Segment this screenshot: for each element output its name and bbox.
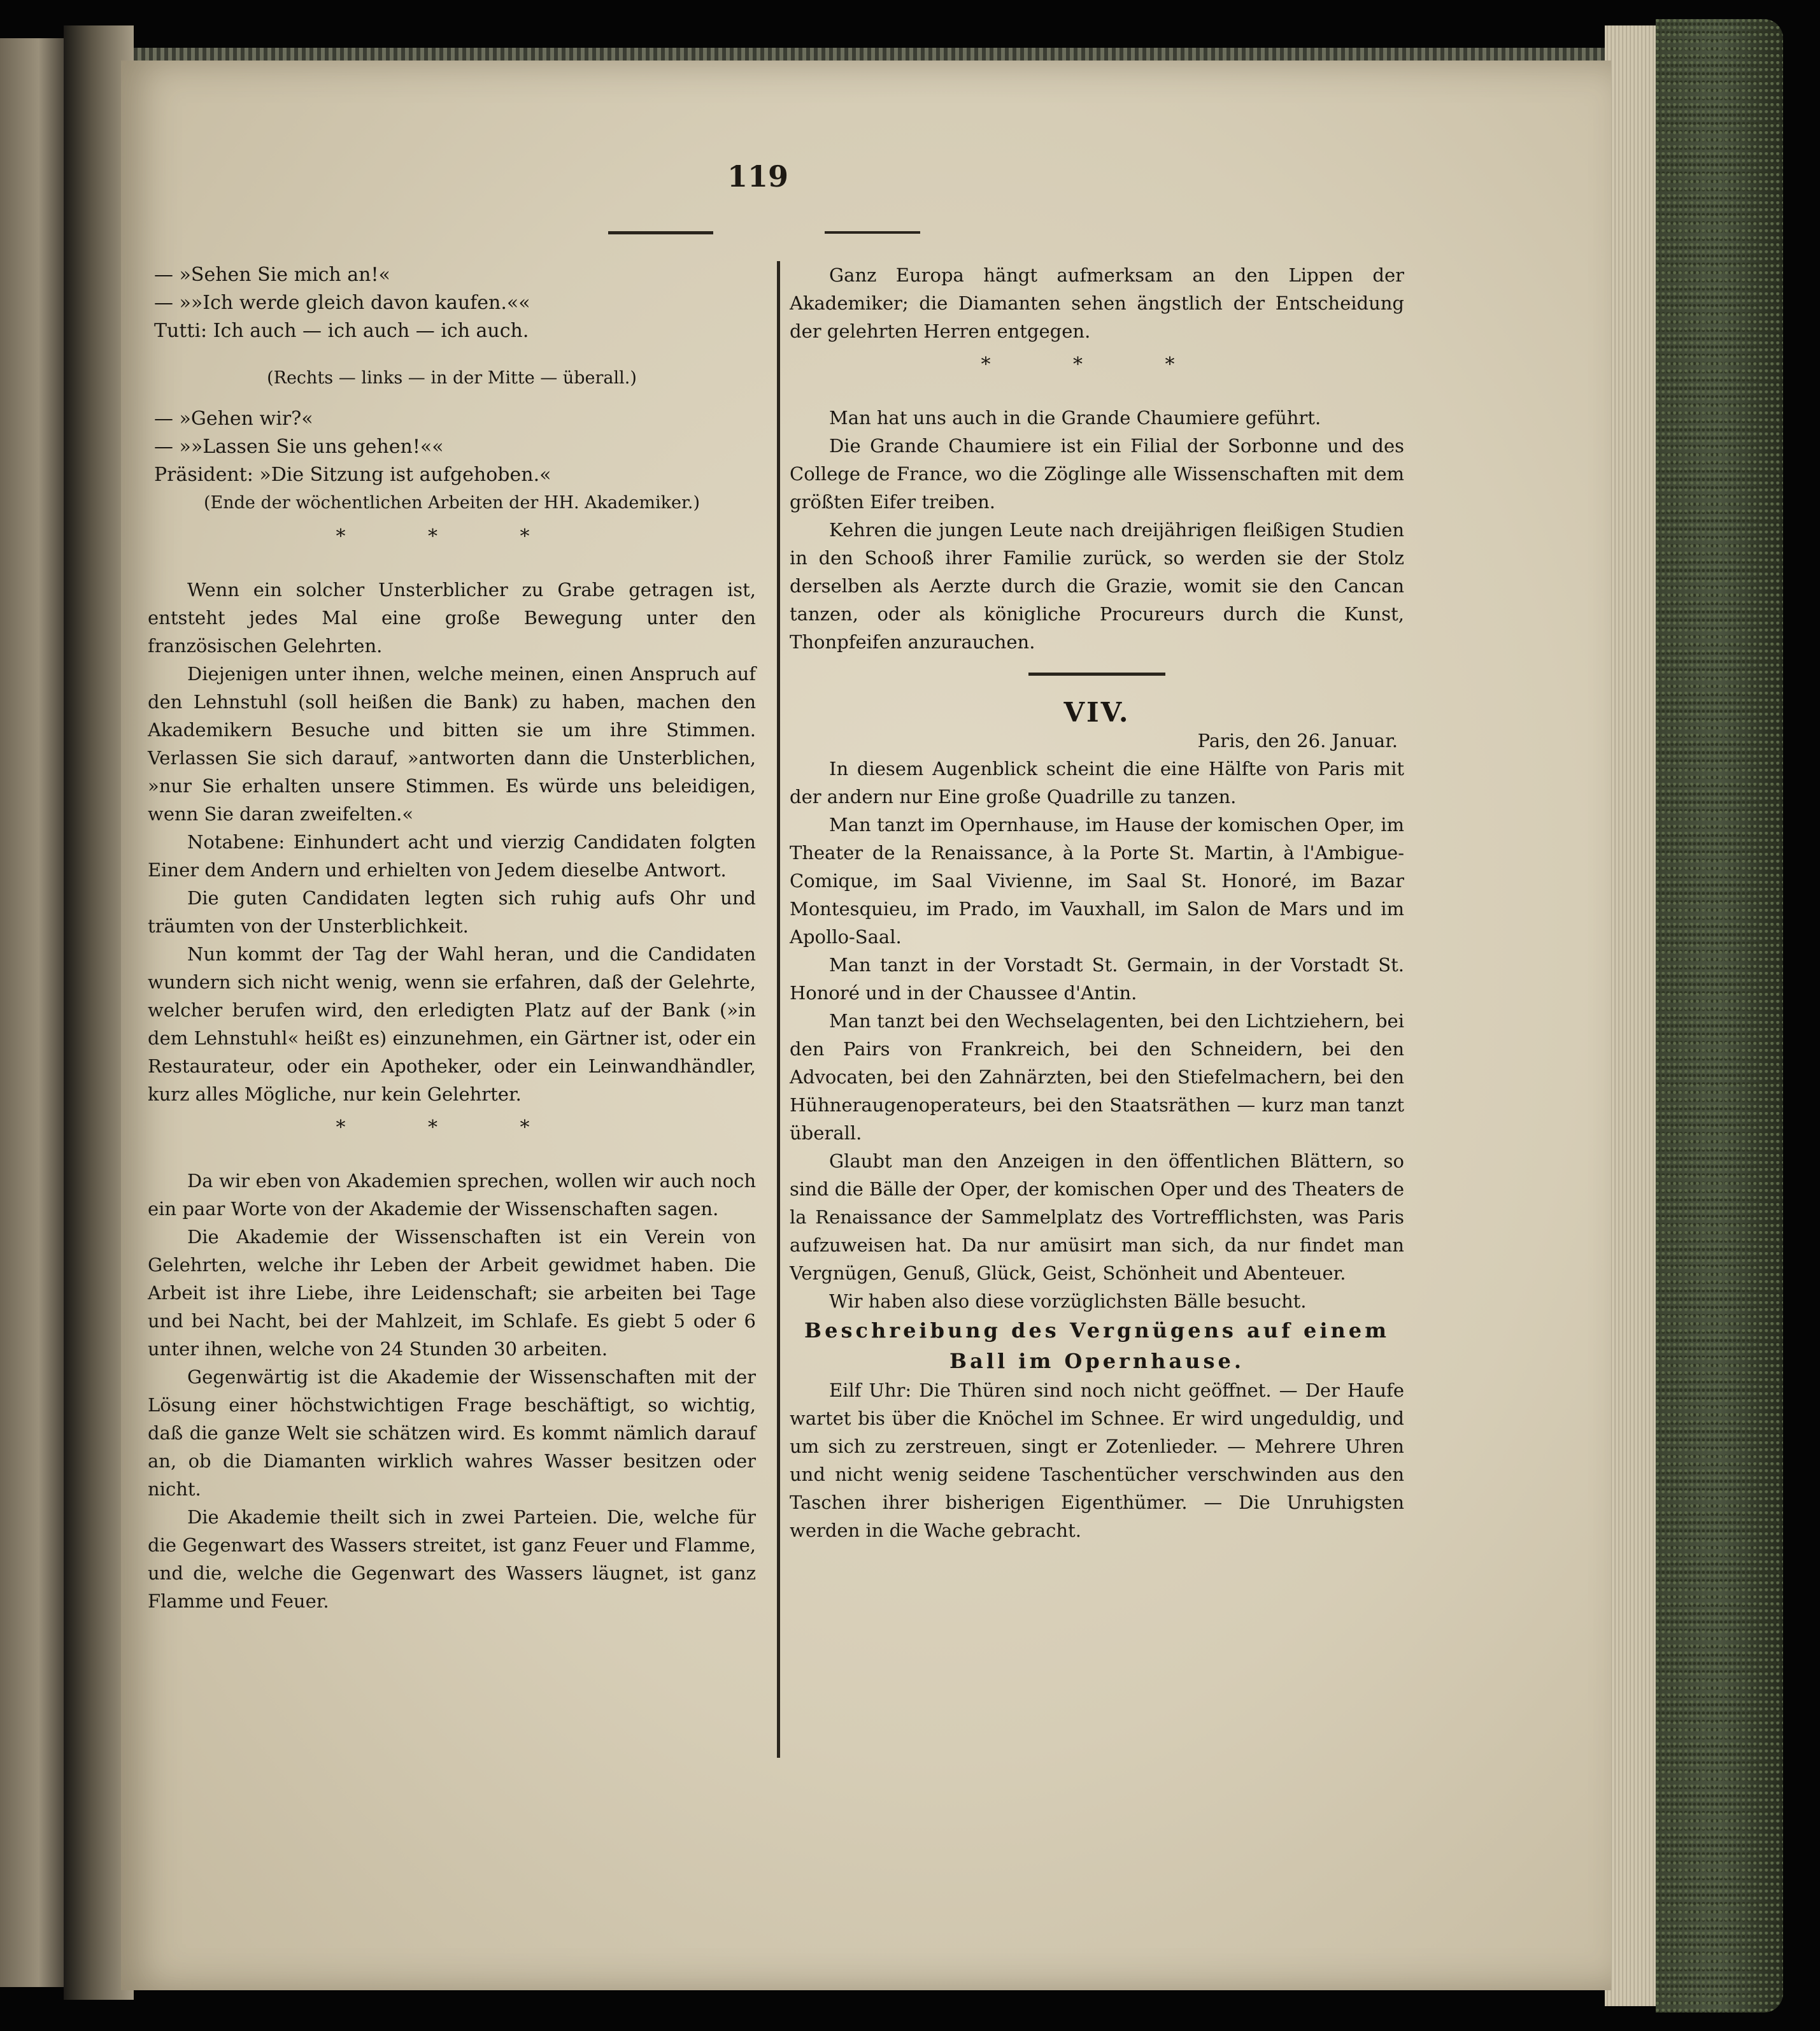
paragraph: Eilf Uhr: Die Thüren sind noch nicht geöffnet. — Der Haufe wartet bis über die Knöchel im Schnee. Er wird ungeduldig, und um sich zu zerstreuen, singt er Zotenlieder. — Mehrere Uhren und nicht wenig seidene Taschentücher verschwinden aus den Taschen ihrer bisherigen Eigenthümer. — Die Unruhigsten werden in die Wache gebracht. — [790, 1379, 1404, 1541]
paragraph: Man tanzt bei den Wechselagenten, bei den Lichtziehern, bei den Pairs von Frankreich, bei den Schneidern, bei den Advocaten, bei den Zahnärzten, bei den Stiefelmachern, bei den Hühneraugenoperateurs, bei den Staatsräthen — kurz man tanzt überall. — [790, 1010, 1404, 1144]
dialog-line: — »Sehen Sie mich an!« — [154, 264, 390, 286]
paragraph: Wenn ein solcher Unsterblicher zu Grabe getragen ist, entsteht jedes Mal eine große Bewegung unter den französischen Gelehrten. — [148, 579, 756, 657]
paragraph: Kehren die jungen Leute nach dreijährigen fleißigen Studien in den Schooß ihrer Familie zurück, so werden sie der Stolz derselben als Aerzte durch die Grazie, womit sie den Cancan tanzen, oder als königliche Procureurs durch die Kunst, Thonpfeifen anzurauchen. — [790, 519, 1404, 653]
page-number: 119 — [727, 159, 789, 194]
paragraph: Man tanzt im Opernhause, im Hause der komischen Oper, im Theater de la Renaissance, à la Porte St. Martin, à l'Ambigue-Comique, im Saal Vivienne, im Saal St. Honoré, im Bazar Montesquieu, im Prado, im Vauxhall, im Salon de Mars und im Apollo-Saal. — [790, 814, 1404, 948]
chapter-number: VIV. — [1063, 697, 1130, 728]
paragraph: Nun kommt der Tag der Wahl heran, und die Candidaten wundern sich nicht wenig, wenn sie erfahren, daß der Gelehrte, welcher berufen wird, den erledigten Platz auf der Bank (»in dem Lehnstuhl« heißt es) einzunehmen, ein Gärtner ist, oder ein Restaurateur, oder ein Apotheker, oder ein Leinwandhändler, kurz alles Mögliche, nur kein Gelehrter. — [148, 943, 756, 1105]
dialog-line: Tutti: Ich auch — ich auch — ich auch. — [154, 320, 529, 342]
dialog-line: Präsident: »Die Sitzung ist aufgehoben.« — [154, 464, 551, 486]
paragraph: Man hat uns auch in die Grande Chaumiere geführt. — [829, 407, 1321, 429]
stage-direction: (Rechts — links — in der Mitte — überall.) — [267, 368, 637, 388]
section-heading: Beschreibung des Vergnügens auf einem Ball im Opernhause. — [804, 1318, 1390, 1373]
dialog-line: — »Gehen wir?« — [154, 408, 313, 430]
end-note: (Ende der wöchentlichen Arbeiten der HH. Akademiker.) — [203, 493, 700, 513]
dialog-line: — »»Ich werde gleich davon kaufen.«« — [154, 292, 530, 314]
section-stars: * * * — [336, 525, 568, 548]
paragraph: Ganz Europa hängt aufmerksam an den Lippen der Akademiker; die Diamanten sehen ängstlich der Entscheidung der gelehrten Herren entgegen. — [790, 264, 1404, 342]
paragraph: Wir haben also diese vorzüglichsten Bälle besucht. — [829, 1290, 1307, 1312]
header-rule-right — [825, 231, 920, 234]
column-divider — [777, 261, 780, 1758]
paragraph: Gegenwärtig ist die Akademie der Wissenschaften mit der Lösung einer höchstwichtigen Frage beschäftigt, so wichtig, daß die ganze Welt sie schätzen wird. Es kommt nämlich darauf an, ob die Diamanten wirklich wahres Wasser besitzen oder nicht. — [148, 1366, 756, 1500]
paragraph: Die Akademie der Wissenschaften ist ein Verein von Gelehrten, welche ihr Leben der Arbeit gewidmet haben. Die Arbeit ist ihre Liebe, ihre Leidenschaft; sie arbeiten bei Tage und bei Nacht, bei der Mahlzeit, im Schlafe. Es giebt 5 oder 6 unter ihnen, welche von 24 Stunden 30 arbeiten. — [148, 1226, 756, 1360]
paragraph: Die Akademie theilt sich in zwei Parteien. Die, welche für die Gegenwart des Wassers streitet, ist ganz Feuer und Flamme, und die, welche die Gegenwart des Wassers läugnet, ist ganz Flamme und Feuer. — [148, 1506, 756, 1612]
right-column — [790, 261, 1404, 1544]
facing-page-edge — [0, 38, 70, 1987]
dialog-line: — »»Lassen Sie uns gehen!«« — [154, 436, 444, 458]
paragraph: In diesem Augenblick scheint die eine Hälfte von Paris mit der andern nur Eine große Quadrille zu tanzen. — [790, 758, 1404, 808]
chapter-rule — [1028, 673, 1165, 676]
dateline: Paris, den 26. Januar. — [1197, 730, 1398, 752]
paragraph: Diejenigen unter ihnen, welche meinen, einen Anspruch auf den Lehnstuhl (soll heißen die Bank) zu haben, machen den Akademikern Besuche und bitten sie um ihre Stimmen. Verlassen Sie sich darauf, »antworten dann die Unsterblichen, »nur Sie erhalten unsere Stimmen. Es würde uns beleidigen, wenn Sie daran zweifelten.« — [148, 663, 756, 825]
header-rule-left — [608, 231, 713, 234]
paragraph: Man tanzt in der Vorstadt St. Germain, in der Vorstadt St. Honoré und in der Chaussee d'Antin. — [790, 954, 1404, 1004]
paragraph: Da wir eben von Akademien sprechen, wollen wir auch noch ein paar Worte von der Akademie der Wissenschaften sagen. — [148, 1170, 756, 1220]
section-stars: * * * — [981, 353, 1213, 376]
paragraph: Die guten Candidaten legten sich ruhig aufs Ohr und träumten von der Unsterblichkeit. — [148, 887, 756, 937]
paragraph: Die Grande Chaumiere ist ein Filial der Sorbonne und des College de France, wo die Zöglinge alle Wissenschaften mit dem größten Eifer treiben. — [790, 435, 1404, 513]
paragraph: Glaubt man den Anzeigen in den öffentlichen Blättern, so sind die Bälle der Oper, der komischen Oper und des Theaters de la Renaissance der Sammelplatz des Vortrefflichsten, was Paris aufzuweisen hat. Da nur amüsirt man sich, da nur findet man Vergnügen, Genuß, Glück, Geist, Schönheit und Abenteuer. — [790, 1150, 1404, 1284]
section-stars: * * * — [336, 1116, 568, 1139]
book-cover-edge — [1656, 19, 1783, 2013]
left-column — [148, 261, 756, 1615]
paragraph: Notabene: Einhundert acht und vierzig Candidaten folgten Einer dem Andern und erhielten von Jedem dieselbe Antwort. — [148, 831, 756, 881]
